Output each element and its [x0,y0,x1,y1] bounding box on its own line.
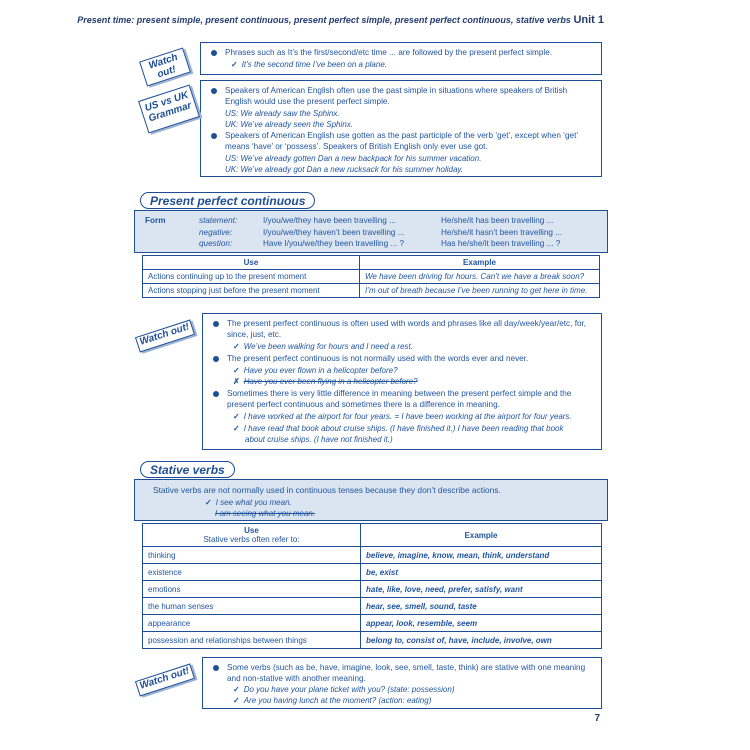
us-uk-badge: US vs UK Grammar [138,84,200,133]
table-row: possession and relationships between things belong to, consist of, have, include, involve, own [143,632,602,649]
usuk-p1: Speakers of American English often use the past simple in situations where speakers of British English would use the present perfect simple. [225,86,568,106]
usuk-uk1: UK: We’ve already seen the Sphinx. [225,120,353,129]
ppc-form-box: Form statement: I/you/we/they have been travelling ... He/she/it has been travelling ... negative: I/you/we/they haven’t been travelling ... He/she/it hasn’t been travelling ... question: Have I/you/we/they been travelling ... ? Has he/she/it been travelling ... ? [134,210,608,253]
watch-out-box-3: Some verbs (such as be, have, imagine, look, see, smell, taste, think) are stative with one meaning and non-stative with another meaning. ✓ Do you have your plane ticket with you? (state: possession) ✓ Are you having lunch at the moment? (action: eating) [202,657,602,709]
table-row: appearance appear, look, resemble, seem [143,615,602,632]
stative-intro-box: Stative verbs are not normally used in continuous tenses because they don’t describe actions. ✓ I see what you mean. I am seeing what you mean. [134,479,608,521]
watch-out-badge-3: Watch out! [135,663,195,696]
section-title-stative: Stative verbs [140,461,235,478]
table-row: Actions continuing up to the present moment We have been driving for hours. Can’t we have a break soon? [143,270,600,284]
running-header: Present time: present simple, present continuous, present perfect simple, present perfect continuous, stative verbs Unit 1 [77,14,604,26]
watch1-text: Phrases such as It’s the first/second/etc time ... are followed by the present perfect simple. [225,48,553,57]
unit-label: Unit 1 [573,14,604,26]
table-row: Actions stopping just before the present moment I’m out of breath because I’ve been running to get here in time. [143,284,600,298]
cross-icon: ✗ [233,377,240,386]
page-number: 7 [594,713,600,724]
watch-out-box-1 [200,42,602,75]
usuk-us2: US: We’ve already gotten Dan a new backpack for his summer vacation. [225,154,482,163]
table-row: emotions hate, like, love, need, prefer, satisfy, want [143,581,602,598]
usuk-us1: US: We already saw the Sphinx. [225,109,340,118]
ppc-use-table: Use Example Actions continuing up to the present moment We have been driving for hours. Can’t we have a break soon? Actions stopping just before the present moment I’m out of breath because I’ve been running to get here in time. [142,255,600,298]
table-row: existence be, exist [143,564,602,581]
check-icon: ✓ [231,60,238,69]
watch1-example: ✓ It’s the second time I’ve been on a plane. [231,60,387,69]
form-label: Form [145,216,166,225]
us-uk-box [200,80,602,177]
table-row: the human senses hear, see, smell, sound, taste [143,598,602,615]
watch-out-badge-2: Watch out! [135,319,195,352]
table-row: thinking believe, imagine, know, mean, think, understand [143,547,602,564]
watch-out-badge-1: Watch out! [139,48,191,87]
usuk-uk2: UK: We’ve already got Dan a new rucksack for his summer holiday. [225,165,464,174]
section-title-ppc: Present perfect continuous [140,192,315,209]
stative-table: Use Stative verbs often refer to: Example thinking believe, imagine, know, mean, think, understand existence be, exist emotions hate, like, love, need, prefer, satisfy, want the human senses hear, see, smell, sound, taste appearance appear, look, resemble, seem possession and relationships between things belong to, consist of, have, include, involve, own [142,523,602,649]
usuk-p2: Speakers of American English use gotten as the past participle of the verb ‘get’, except when ‘get’ means ‘have’ or ‘possess’. Speakers of British English only ever use got. [225,131,578,151]
watch-out-box-2: The present perfect continuous is often used with words and phrases like all day/week/year/etc, for, since, just, etc. ✓ We’ve been walking for hours and I need a rest. The present perfect continuous is not normally used with the words ever and never. ✓ Have you ever flown in a helicopter before? ✗ Have you ever been flying in a helicopter before? Sometimes there is very little difference in meaning between the present perfect simple and the present perfect continuous and sometimes there is a difference in meaning. ✓ I have worked at the airport for four years. = I have been working at the airport for four years. ✓ I have read that book about cruise ships. (I have finished it.) I have been reading that book about cruise ships. (I have not finished it.) [202,313,602,450]
